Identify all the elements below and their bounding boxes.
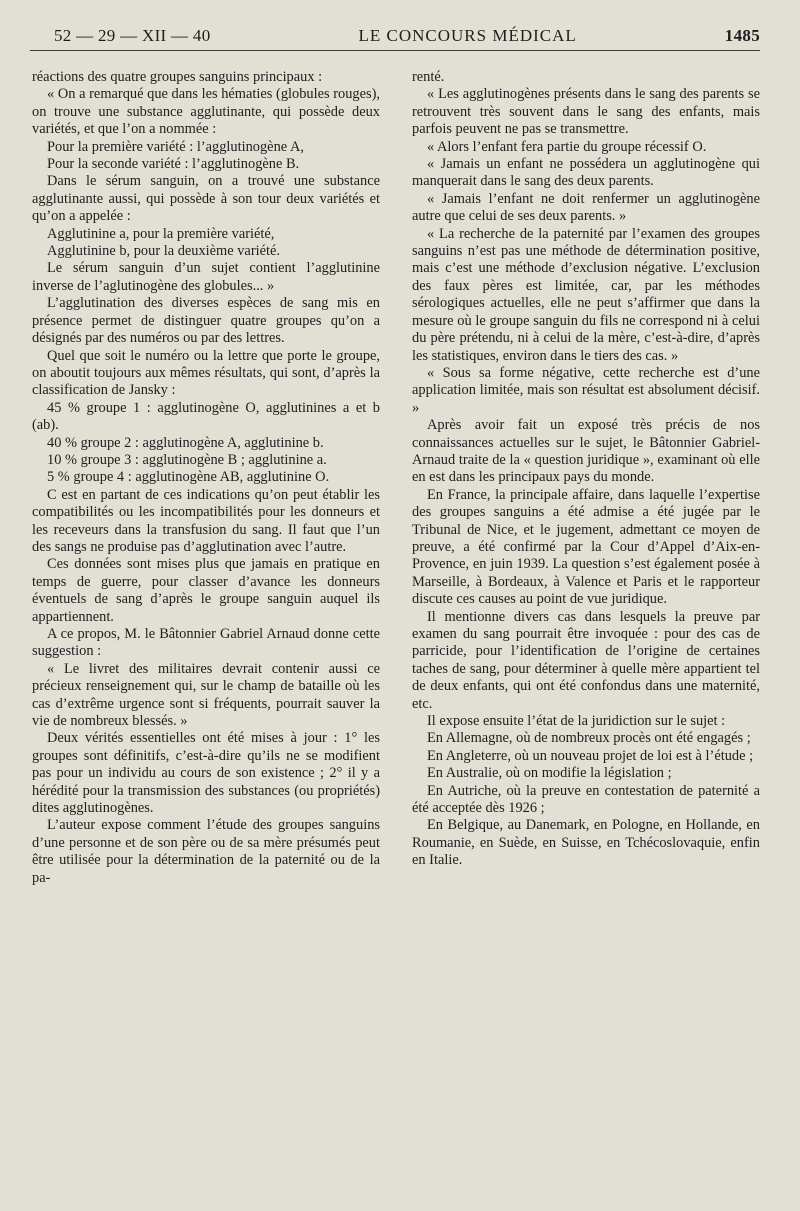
- left-column: [32, 69, 380, 887]
- country-line: En Australie, où on modifie la législation ;: [427, 765, 672, 782]
- paragraph: « On a remarqué que dans les hématies (globules rouges), on trouve une substance agglutinante, qui possède deux variétés, et que l’on a nommée :: [32, 86, 380, 138]
- paragraph: « Les agglutinogènes présents dans le sang des parents se retrouvent très souvent dans le sang des enfants, mais parfois peuvent ne pas se transmettre.: [412, 86, 760, 138]
- paragraph: Le sérum sanguin d’un sujet contient l’agglutinine inverse de l’aglutinogène des globules... »: [32, 260, 380, 294]
- paragraph: « Alors l’enfant fera partie du groupe récessif O.: [427, 138, 707, 155]
- paragraph: « La recherche de la paternité par l’examen des groupes sanguins n’est pas une méthode de détermination positive, mais c’est une méthode d’exclusion négative. L’exclusion des faux pères est limitée, car, par les méthodes sérologiques actuelles, elle ne peut s’affirmer que dans la mesure où le groupe sanguin du fils ne correspond ni à celui du père prétendu, ni à celui de la mère, c’est-à-dire, d’après les statistiques, environ dans le tiers des cas. »: [412, 225, 760, 364]
- paragraph: Il expose ensuite l’état de la juridiction sur le sujet :: [427, 713, 726, 730]
- paragraph: A ce propos, M. le Bâtonnier Gabriel Arnaud donne cette suggestion :: [32, 626, 380, 660]
- paragraph: Il mentionne divers cas dans lesquels la preuve par examen du sang pourrait être invoquée : pour des cas de parricide, pour l’identification de l’origine de certaines taches de sang, pour déterminer à quelle mère appartient tel de deux enfants, qui ont été confondus dans une maternité, etc.: [412, 608, 760, 712]
- blood-group-line: 40 % groupe 2 : agglutinogène A, agglutinine b.: [47, 434, 324, 451]
- journal-title: LE CONCOURS MÉDICAL: [358, 26, 577, 45]
- country-line: En Autriche, où la preuve en contestation de paternité a été acceptée dès 1926 ;: [412, 782, 760, 817]
- paragraph: En France, la principale affaire, dans laquelle l’expertise des groupes sanguins a été admise a été jugée par le Tribunal de Nice, et le jugement, admettant ce moyen de preuve, a été confirmé par la Cour d’Appel d’Aix-en-Provence, en juin 1939. La question s’est également posée à Marseille, à Bordeaux, à Valence et Paris et le rapporteur discute ces causes au point de vue juridique.: [412, 486, 760, 608]
- paragraph: renté.: [412, 69, 445, 85]
- paragraph: « Sous sa forme négative, cette recherche est d’une application limitée, mais son résultat est absolument décisif. »: [412, 364, 760, 416]
- text-columns: [30, 69, 760, 887]
- paragraph: Deux vérités essentielles ont été mises à jour : 1° les groupes sont définitifs, c’est-à-dire qu’ils ne se modifient pas pour un individu au cours de son existence ; 2° il y a hérédité pour la transmission des substances (ou propriétés) dites agglutinogènes.: [32, 730, 380, 817]
- paragraph: L’auteur expose comment l’étude des groupes sanguins d’une personne et de son père ou de sa mère présumés peut être utilisée pour la détermination de la paternité ou de la pa-: [32, 817, 380, 886]
- page-number: 1485: [724, 26, 760, 45]
- right-column: [412, 69, 760, 887]
- paragraph: Pour la seconde variété : l’agglutinogène B.: [47, 156, 300, 173]
- paragraph: Après avoir fait un exposé très précis de nos connaissances actuelles sur le sujet, le Bâtonnier Gabriel-Arnaud traite de la « question juridique », examinant où elle en est dans les principaux pays du monde.: [412, 417, 760, 486]
- paragraph: « Jamais l’enfant ne doit renfermer un agglutinogène autre que celui de ses deux parents. »: [412, 190, 760, 225]
- paragraph: Agglutinine a, pour la première variété,: [47, 225, 275, 242]
- paragraph: L’agglutination des diverses espèces de sang mis en présence permet de distinguer quatre groupes qu’on a désignés par des numéros ou par des lettres.: [32, 295, 380, 347]
- country-line: En Belgique, au Danemark, en Pologne, en Hollande, en Roumanie, en Suède, en Suisse, en Tchécoslovaquie, enfin en Italie.: [412, 817, 760, 869]
- paragraph: Quel que soit le numéro ou la lettre que porte le groupe, on aboutit toujours aux mêmes résultats, qui sont, d’après la classification de Jansky :: [32, 347, 380, 399]
- paragraph: Agglutinine b, pour la deuxième variété.: [47, 243, 280, 260]
- blood-group-line: 45 % groupe 1 : agglutinogène O, agglutinines a et b (ab).: [32, 399, 380, 434]
- paragraph: « Le livret des militaires devrait contenir aussi ce précieux renseignement qui, sur le champ de bataille où les cas d’extrême urgence sont si fréquents, pourrait sauver la vie de nombreux blessés. »: [32, 660, 380, 730]
- page-header: [30, 26, 760, 51]
- paragraph: C est en partant de ces indications qu’on peut établir les compatibilités ou les incompatibilités pour les donneurs et les receveurs dans la transfusion du sang. Il faut que l’un des sangs ne produise pas d’agglutination avec l’autre.: [32, 486, 380, 555]
- paragraph: Pour la première variété : l’agglutinogène A,: [47, 138, 304, 155]
- paragraph: Ces données sont mises plus que jamais en pratique en temps de guerre, pour classer d’avance les donneurs éventuels de sang d’après le groupe sanguin auquel ils appartiennent.: [32, 556, 380, 625]
- blood-group-line: 10 % groupe 3 : agglutinogène B ; agglutinine a.: [47, 451, 327, 468]
- country-line: En Allemagne, où de nombreux procès ont été engagés ;: [427, 730, 751, 747]
- paragraph: Dans le sérum sanguin, on a trouvé une substance agglutinante aussi, qui possède à son tour deux variétés et qu’on a appelée :: [32, 173, 380, 225]
- issue-date: 52 — 29 — XII — 40: [54, 26, 211, 45]
- paragraph: « Jamais un enfant ne possédera un agglutinogène qui manquerait dans le sang des deux parents.: [412, 156, 760, 190]
- blood-group-line: 5 % groupe 4 : agglutinogène AB, agglutinine O.: [47, 469, 330, 486]
- country-line: En Angleterre, où un nouveau projet de loi est à l’étude ;: [427, 747, 754, 764]
- paragraph: réactions des quatre groupes sanguins principaux :: [32, 69, 323, 85]
